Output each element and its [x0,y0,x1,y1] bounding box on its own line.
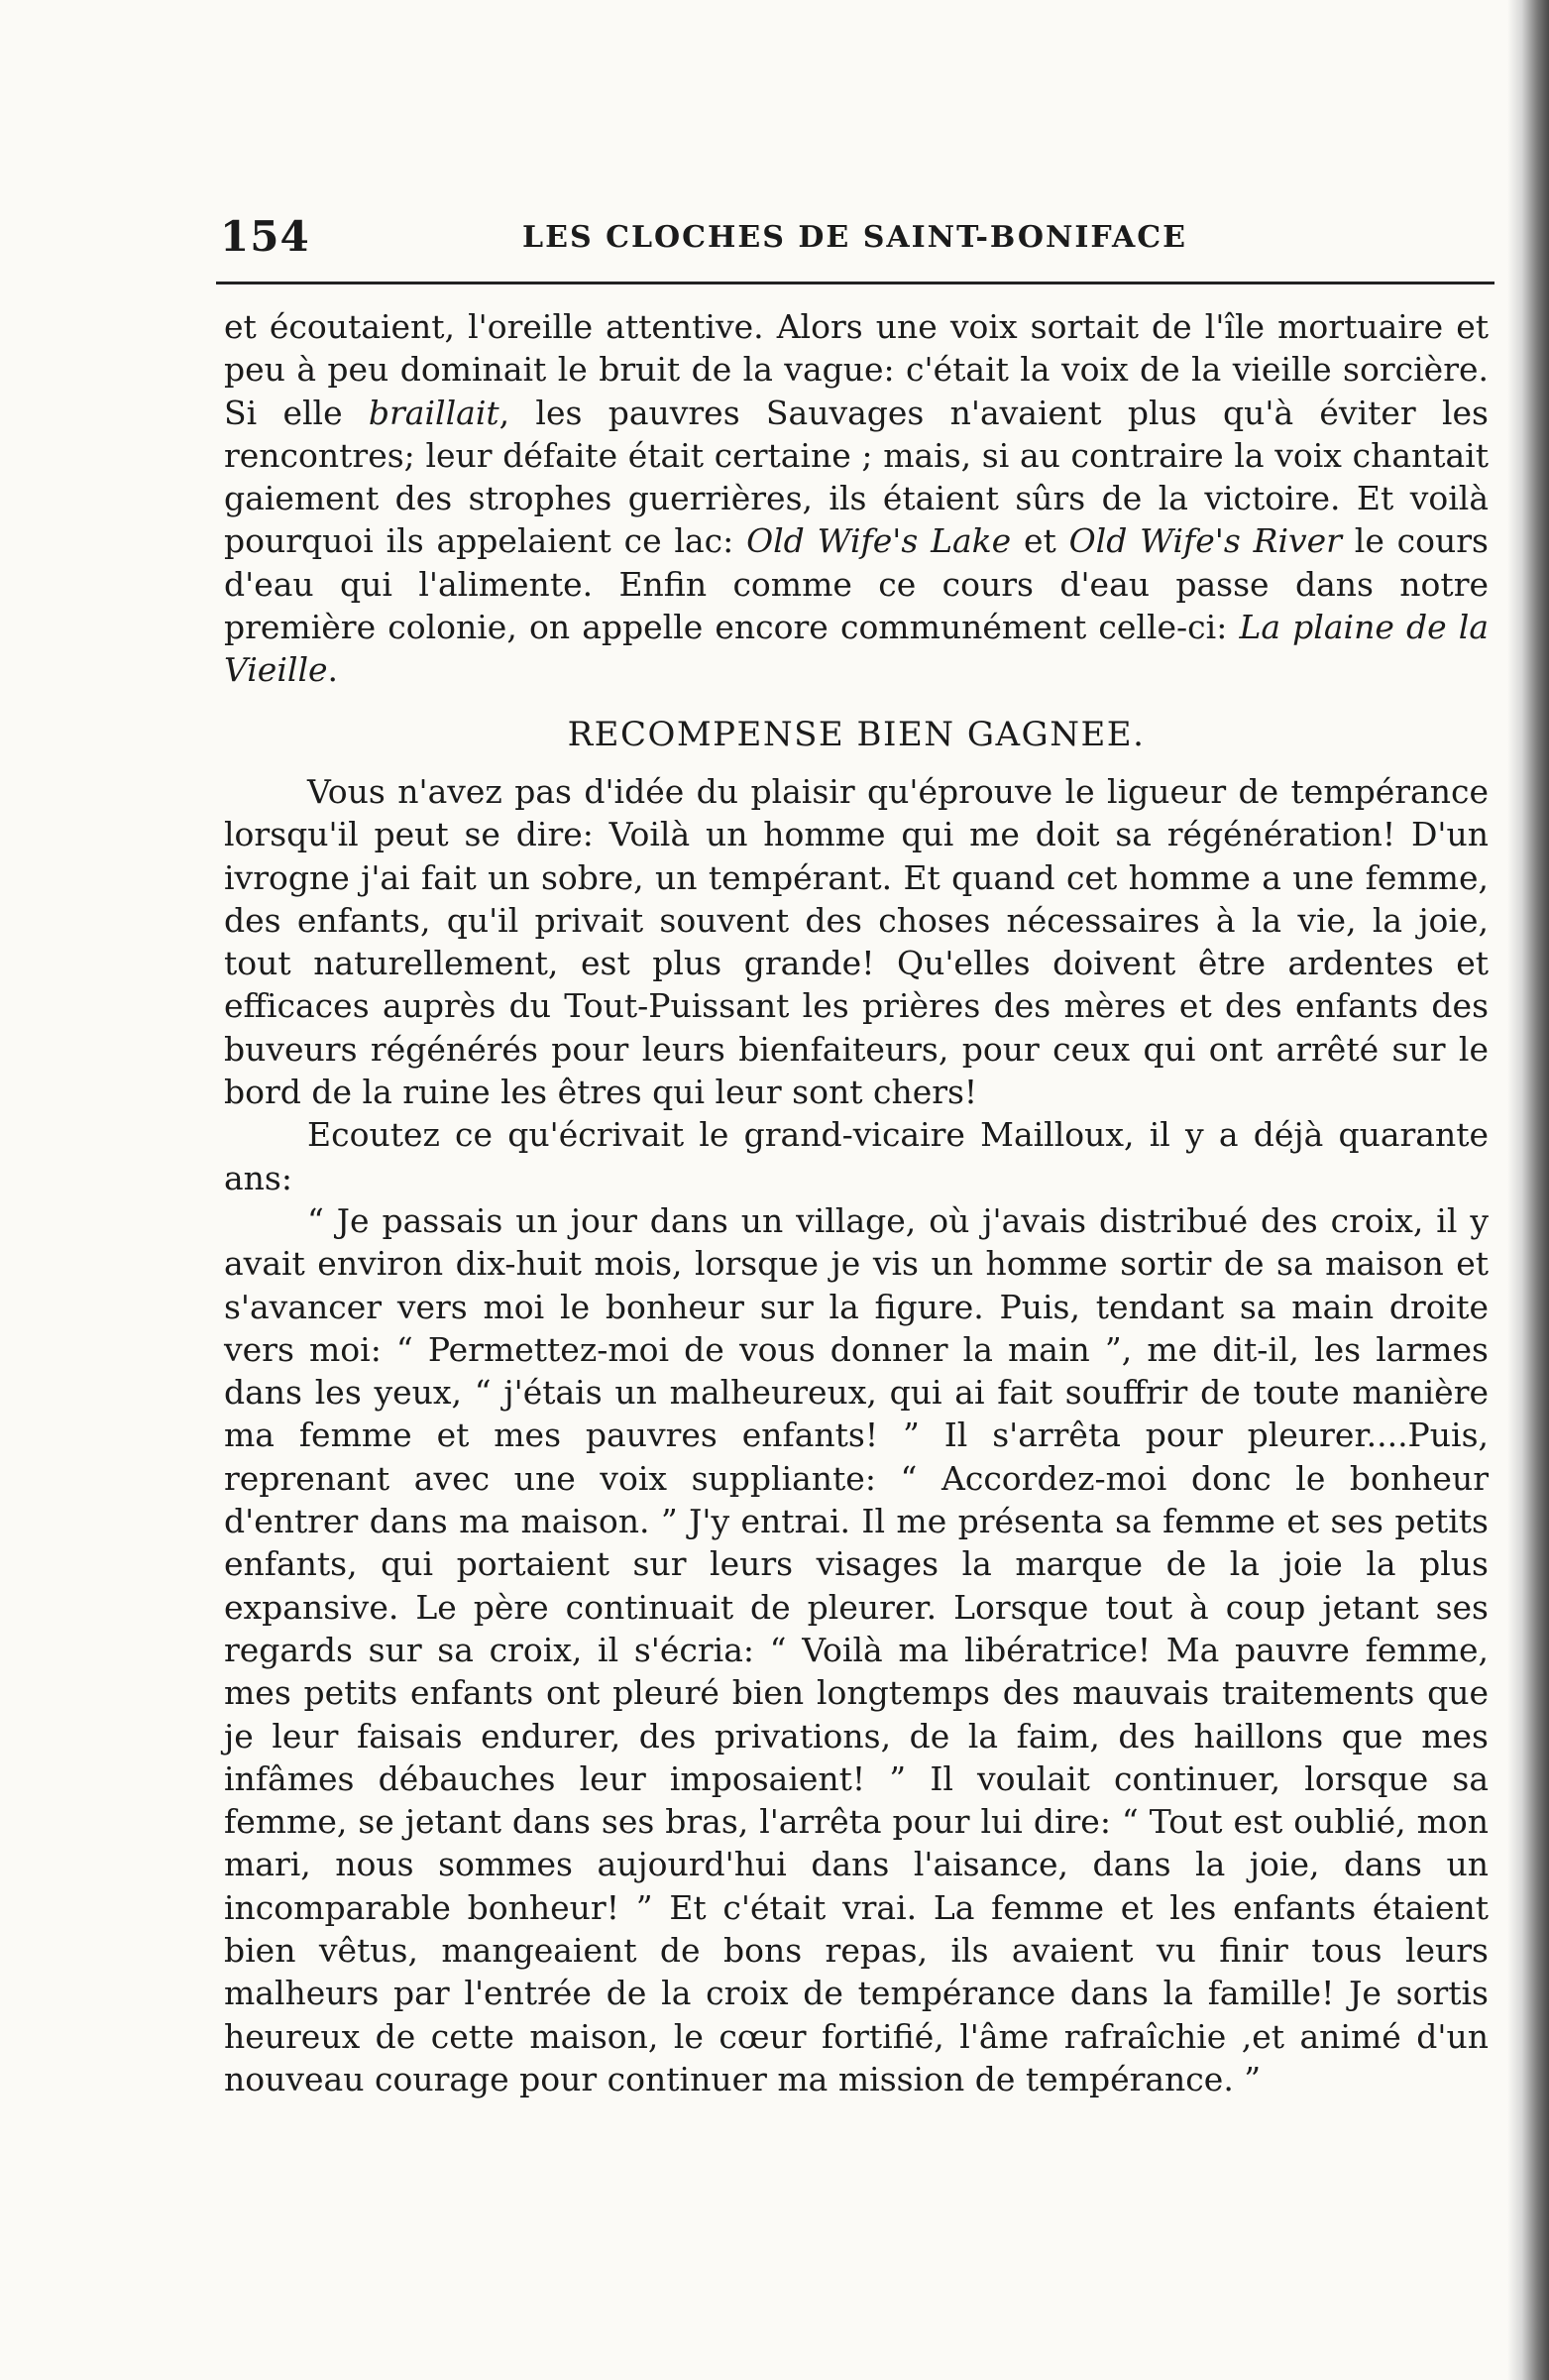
italic-term: La plaine de la Vieille [224,608,1489,690]
page-number: 154 [220,212,310,261]
header-rule [216,282,1494,284]
text-run: . [327,650,339,690]
text-run: le cours d'eau qui l'alimente. Enfin comme ce cours d'eau passe dans notre première colonie, on appelle encore communément celle-ci: [224,521,1489,647]
italic-term: Old Wife's River [1068,521,1342,561]
binding-shadow [1507,0,1549,2380]
paragraph: Vous n'avez pas d'idée du plaisir qu'éprouve le ligueur de tempérance lorsqu'il peut se dire: Voilà un homme qui me doit sa régénération! D'un ivrogne j'ai fait un sobre, un tempérant. Et quand cet homme a une femme, des enfants, qu'il privait souvent des choses nécessaires à la vie, la joie, tout naturellement, est plus grande! Qu'elles doivent être ardentes et efficaces auprès du Tout-Puissant les prières des mères et des enfants des buveurs régénérés pour leurs bienfaiteurs, pour ceux qui ont arrêté sur le bord de la ruine les êtres qui leur sont chers! [224,771,1489,1112]
paragraph: Ecoutez ce qu'écrivait le grand-vicaire Mailloux, il y a déjà quarante ans: [224,1115,1489,1197]
paragraph-quotation: “ Je passais un jour dans un village, où j'avais distribué des croix, il y avait environ dix-huit mois, lorsque je vis un homme sortir de sa maison et s'avancer vers moi le bonheur sur la figure. Puis, tendant sa main droite vers moi: “ Permettez-moi de vous donner la main ”, me dit-il, les larmes dans les yeux, “ j'étais un malheureux, qui ai fait souffrir de toute manière ma femme et mes pauvres enfants! ” Il s'arrêta pour pleurer....Puis, reprenant avec une voix suppliante: “ Accordez-moi donc le bonheur d'entrer dans ma maison. ” J'y entrai. Il me présenta sa femme et ses petits enfants, qui portaient sur leurs visages la marque de la joie la plus expansive. Le père continuait de pleurer. Lorsque tout à coup jetant ses regards sur sa croix, il s'écria: “ Voilà ma libératrice! Ma pauvre femme, mes petits enfants ont pleuré bien longtemps des mauvais traitements que je leur faisais endurer, des privations, de la faim, des haillons que mes infâmes débauches leur imposaient! ” Il voulait continuer, lorsque sa femme, se jetant dans ses bras, l'arrêta pour lui dire: “ Tout est oublié, mon mari, nous sommes aujourd'hui dans l'aisance, dans la joie, dans un incomparable bonheur! ” Et c'était vrai. La femme et les enfants étaient bien vêtus, mangeaient de bons repas, ils avaient vu finir tous leurs malheurs par l'entrée de la croix de tempérance dans la famille! Je sortis heureux de cette maison, le cœur fortifié, l'âme rafraîchie ,et animé d'un nouveau courage pour continuer ma mission de tempérance. ” [224,1200,1489,2098]
text-run: et [1011,521,1069,561]
paragraph-continuation [224,305,1489,692]
body-text [224,305,1489,2100]
text-run: , les pauvres Sauvages n'avaient plus qu'à éviter les rencontres; leur défaite était certaine ; mais, si au contraire la voix chantait gaiement des strophes guerrières, ils étaient sûrs de la victoire. Et voilà pourquoi ils appelaient ce lac: [224,393,1489,561]
italic-term: Old Wife's Lake [746,521,1012,561]
section-title: RECOMPENSE BIEN GAGNEE. [567,714,1146,754]
running-title: LES CLOCHES DE SAINT-BONIFACE [522,220,1187,255]
page-header [220,212,1498,272]
italic-term: braillait [368,393,499,432]
text-run: et écoutaient, l'oreille attentive. Alors une voix sortait de l'île mortuaire et peu à peu dominait le bruit de la vague: c'était la voix de la vieille sorcière. Si elle [224,307,1489,432]
